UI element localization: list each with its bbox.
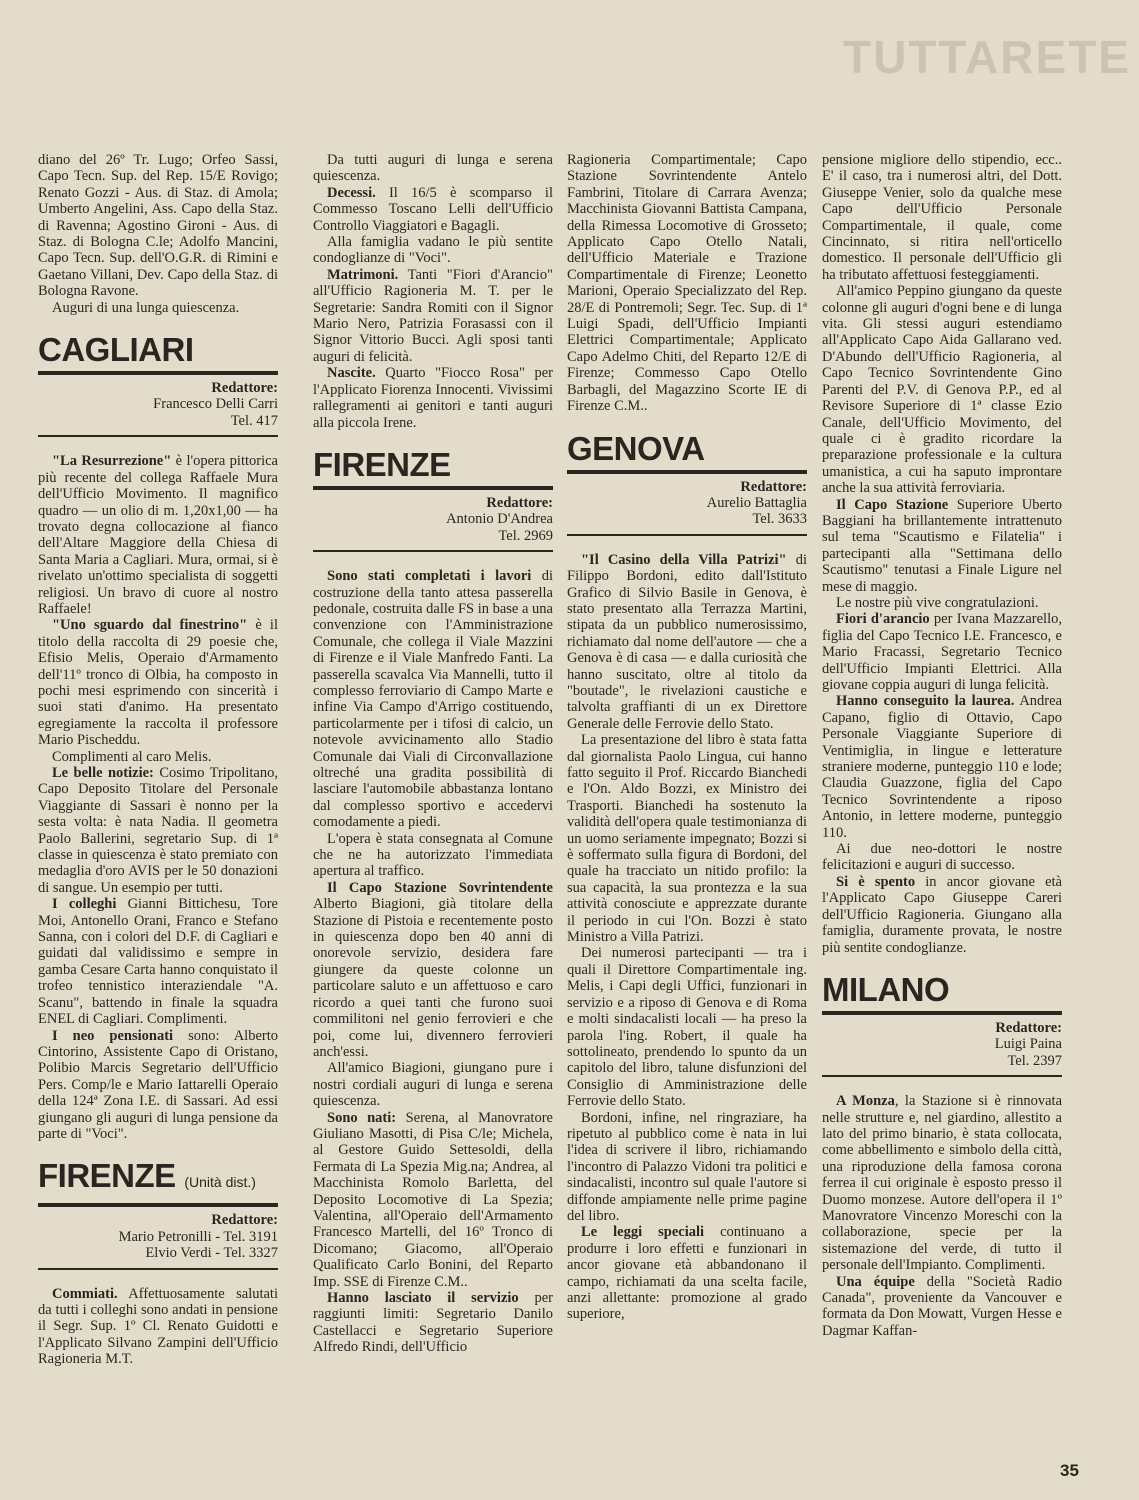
paragraph: Sono nati: Serena, al Manovratore Giuliano Masotti, di Pisa C/le; Michela, al Gestore Guido Settesoldi, della Fermata di La Spezia Mig.na; Andrea, al Macchinista Romolo Barletta, del Deposito Locomotive di La Spezia; Valentina, all'Operaio dell'Armamento Francesco Martelli, del 16º Tronco di Dicomano; Giacomo, all'Operaio Qualificato Carlo Bonini, del Reparto Imp. SSE di Firenze C.M.. (313, 1109, 553, 1290)
editor-name: Aurelio Battaglia (706, 494, 807, 511)
editor-label: Redattore: (211, 1212, 278, 1229)
editor-name: Antonio D'Andrea (446, 511, 553, 528)
editor-name: Francesco Delli Carri (153, 396, 278, 413)
editor-line: Elvio Verdi - Tel. 3327 (145, 1245, 278, 1262)
paragraph: I colleghi Gianni Bittichesu, Tore Moi, Antonello Orani, Franco e Stefano Sanna, con i colori del D.F. di Cagliari e guidati dal validissimo e sempre in gamba Cesare Carta hanno conquistato il trofeo tennistico interaziendale "A. Scanu", battendo in finale la squadra ENEL di Cagliari. Complimenti. (38, 896, 278, 1028)
paragraph: Le belle notizie: Cosimo Tripolitano, Capo Deposito Titolare del Personale Viaggiante di Sassari è nonno per la sesta volta: è nata Nadia. Il geometra Paolo Ballerini, segretario Sup. di 1ª classe in quiescenza è stato premiato con medaglia d'oro AVIS per le 50 donazioni di sangue. Un esempio per tutti. (38, 765, 278, 896)
editor-block (38, 1212, 278, 1261)
section-rule (567, 534, 807, 536)
paragraph: pensione migliore dello stipendio, ecc.. E' il caso, tra i numerosi altri, del Dott. Giuseppe Venier, solo da qualche mese Capo dell'Ufficio Personale Compartimentale, il quale, come Cincinnato, si ritira nell'orticello domestico. Il personale dell'Ufficio gli ha tributato affettuosi festeggiamenti. (822, 152, 1062, 283)
section-firenze (313, 447, 553, 552)
paragraph: Ai due neo-dottori le nostre felicitazioni e auguri di successo. (822, 841, 1062, 874)
section-title-firenze: FIRENZE (313, 447, 553, 490)
editor-block (38, 380, 278, 429)
paragraph: Si è spento in ancor giovane età l'Applicato Capo Giuseppe Careri dell'Ufficio Ragioneria. Giungano alla famiglia, duramente provata, le nostre più sentite condoglianze. (822, 873, 1062, 956)
ghost-header: TUTTARETE (842, 31, 1131, 83)
editor-block (567, 479, 807, 528)
editor-name: Luigi Paina (994, 1036, 1062, 1053)
paragraph: "Uno sguardo dal finestrino" è il titolo della raccolta di 29 poesie che, Efisio Melis, Operaio d'Armamento dell'11º tronco di Olbia, ha composto in pochi mesi esprimendo con sincerità i suoi stati d'animo. Ha presentato egregiamente la raccolta il professore Mario Pischeddu. (38, 617, 278, 749)
paragraph: "La Resurrezione" è l'opera pittorica più recente del collega Raffaele Mura dell'Ufficio Movimento. Il magnifico quadro — un olio di m. 1,20x1,00 — ha trovato degna collocazione al fianco dell'Altare Maggiore della Chiesa di Santa Maria a Cagliari. Mura, ormai, si è rivelato un'ottimo specialista di soggetti religiosi. Un bravo di cuore al nostro Raffaele! (38, 453, 278, 617)
paragraph: Commiati. Affettuosamente salutati da tutti i colleghi sono andati in pensione il Segr. Sup. 1º Cl. Renato Guidotti e l'Applicato Silvano Zampini dell'Ufficio Ragioneria M.T. (38, 1285, 278, 1368)
paragraph: "Il Casino della Villa Patrizi" di Filippo Bordoni, edito dall'Istituto Grafico di Silvio Basile in Genova, è stato presentato alla Terrazza Martini, stipata da un pubblico numerosissimo, richiamato dal nome dell'autore — che a Genova è di casa — e dalla curiosità che hanno suscitato, oltre al titolo da "boutade", le rivelazioni caustiche e talvolta graffianti di un ex Direttore Generale delle Ferrovie dello Stato. (567, 551, 807, 732)
section-title-milano: MILANO (822, 972, 1062, 1015)
paragraph: Il Capo Stazione Superiore Uberto Baggiani ha brillantemente intrattenuto sul tema "Scautismo e Filatelia" i partecipanti alla "Settimana dello Scautismo" tenutasi a Finale Ligure nel mese di maggio. (822, 496, 1062, 595)
editor-tel: Tel. 417 (230, 412, 278, 429)
editor-block (822, 1020, 1062, 1069)
editor-tel: Tel. 3633 (752, 511, 807, 528)
paragraph: Matrimoni. Tanti "Fiori d'Arancio" all'Ufficio Ragioneria M. T. per le Segretarie: Sandra Romiti con il Signor Mario Nero, Patrizia Forasassi con il Signor Vittorio Bucci. Agli sposi tanti auguri di felicità. (313, 266, 553, 365)
paragraph: Da tutti auguri di lunga e serena quiescenza. (313, 152, 553, 185)
section-rule (822, 1075, 1062, 1077)
paragraph: Ragioneria Compartimentale; Capo Stazione Sovrintendente Antelo Fambrini, Titolare di Carrara Avenza; Macchinista Giovanni Battista Campana, della Rimessa Locomotive di Grosseto; Applicato Capo Otello Natali, dell'Ufficio Materiale e Trazione Compartimentale di Firenze; Leonetto Marioni, Operaio Specializzato del Rep. 28/E di Pontremoli; Segr. Tec. Sup. di 1ª Luigi Spadi, dell'Ufficio Impianti Elettrici Compartimentale; Applicato Capo Adelmo Chiti, del Reparto 12/E di Firenze; Commesso Capo Otello Barbagli, del Magazzino Scorte IE di Firenze C.M.. (567, 152, 807, 415)
paragraph: Bordoni, infine, nel ringraziare, ha ripetuto al pubblico come è nata in lui l'idea di scrivere il libro, richiamando l'incontro di Palazzo Vidoni tra politici e sindacalisti, incontro sul quale l'autore si diffonde ampiamente nelle prime pagine del libro. (567, 1109, 807, 1224)
section-milano (822, 972, 1062, 1077)
section-genova (567, 431, 807, 536)
paragraph: A Monza, la Stazione si è rinnovata nelle strutture e, nel giardino, allestito a lato del primo binario, è stata collocata, come abbellimento e simbolo della città, una riproduzione della famosa corona ferrea il cui originale è esposto presso il Duomo monzese. Autore dell'opera il 1º Manovratore Vincenzo Moreschi con la collaborazione, specie per la sistemazione del verde, di tutto il personale dell'Impianto. Complimenti. (822, 1093, 1063, 1274)
section-rule (38, 435, 278, 437)
section-title-cagliari: CAGLIARI (38, 332, 278, 375)
paragraph: All'amico Peppino giungano da queste colonne gli auguri d'ogni bene e di lunga vita. Gli stessi auguri estendiamo all'Applicato Capo Aida Gallarano ved. D'Abundo dell'Ufficio Ragioneria, al Capo Tecnico Sovrintendente Gino Parenti del P.V. di Genova P.P., ed al Revisore Superiore di 1ª classe Ezio Canale, dell'Ufficio Movimento, del quale ci è gradito ricordare la preparazione professionale e la cultura umanistica, a cui ha saputo improntare anche la sua attività ferroviaria. (822, 283, 1062, 497)
paragraph: Dei numerosi partecipanti — tra i quali il Direttore Compartimentale ing. Melis, i Capi degli Uffici, funzionari in servizio e a riposo di Genova e di Roma e molti sindacalisti locali — ha preso la parola l'ing. Robert, il quale ha sottolineato, prendendo lo spunto da un capitolo del libro, talune disfunzioni del Consiglio di Amministrazione delle Ferrovie dello Stato. (567, 945, 807, 1110)
paragraph: diano del 26º Tr. Lugo; Orfeo Sassi, Capo Tecn. Sup. del Rep. 15/E Rovigo; Renato Gozzi - Aus. di Staz. di Amola; Umberto Angelini, Ass. Capo della Staz. di Ravenna; Agostino Gironi - Aus. di Staz. di Bologna C.le; Adolfo Mancini, Capo Tecn. Sup. dell'O.G.R. di Rimini e Gaetano Villani, Dev. Capo della Staz. di Bologna Ravone. (38, 152, 278, 300)
section-subtitle: (Unità dist.) (184, 1174, 256, 1191)
section-title-firenze-ud: FIRENZE (Unità dist.) (38, 1158, 278, 1207)
section-cagliari (38, 332, 278, 437)
paragraph: Sono stati completati i lavori di costruzione della tanto attesa passerella pedonale, costruita dalle FS in base a una convenzione con l'Amministrazione Comunale, che collega il Viale Mazzini di Firenze e il Viale Manfredo Fanti. La passerella scavalca Via Mannelli, tutto il complesso ferroviario di Campo Marte e infine Via Campo d'Arrigo costituendo, particolarmente per i tifosi di calcio, un notevole avvicinamento allo Stadio Comunale dai Viali di Circonvallazione oltreché una gradita possibilità di lasciare l'automobile abbastanza lontano dal complesso sportivo e accedervi comodamente a piedi. (313, 568, 553, 831)
paragraph: La presentazione del libro è stata fatta dal giornalista Paolo Lingua, cui hanno fatto seguito il Prof. Riccardo Bianchedi e l'On. Aldo Bozzi, ex Ministro dei Trasporti. Bianchedi ha sostenuto la validità dell'opera quale testimonianza di un uomo seriamente impegnato; Bozzi si è soffermato sulla figura di Bordoni, del quale ha tracciato un nitido profilo: la sua capacità, la sua prontezza e la sua attività conosciute e apprezzate durante il periodo in cui l'On. Bozzi è stato Ministro a Villa Patrizi. (567, 732, 807, 946)
paragraph: L'opera è stata consegnata al Comune che ne ha autorizzato l'immediata apertura al traffico. (313, 830, 553, 880)
paragraph: I neo pensionati sono: Alberto Cintorino, Assistente Capo di Oristano, Polibio Marcis Segretario dell'Ufficio Pers. Comp/le e Mario Iattarelli Operaio della 124ª Zona I.E. di Sassari. Ad essi giungano gli auguri di lunga pensione da parte di "Voci". (38, 1027, 278, 1142)
paragraph: Alla famiglia vadano le più sentite condoglianze di "Voci". (313, 234, 553, 267)
section-title-genova: GENOVA (567, 431, 807, 474)
paragraph: Il Capo Stazione Sovrintendente Alberto Biagioni, già titolare della Stazione di Pistoia e recentemente posto in quiescenza dopo ben 40 anni di onorevole servizio, desidera fare giungere da queste colonne un particolare saluto e un affettuoso e caro ricordo a quei tanti che furono suoi commilitoni nel genio ferrovieri e che poi, come lui, divennero ferrovieri anch'essi. (313, 879, 553, 1060)
paragraph: Complimenti al caro Melis. (52, 748, 212, 765)
paragraph: All'amico Biagioni, giungano pure i nostri cordiali auguri di lunga e serena quiescenza. (313, 1060, 553, 1110)
column-4 (822, 152, 1062, 1339)
column-1 (38, 152, 278, 1368)
paragraph: Le leggi speciali continuano a produrre i loro effetti e funzionari in ancor giovane età abbandonano il campo, richiamati da una scelta facile, anzi allettante: promozione al grado superiore, (567, 1224, 807, 1323)
editor-label: Redattore: (740, 478, 807, 495)
paragraph: Decessi. Il 16/5 è scomparso il Commesso Toscano Lelli dell'Ufficio Controllo Viaggiatori e Bagagli. (313, 184, 553, 234)
editor-label: Redattore: (486, 494, 553, 511)
column-2 (313, 152, 553, 1356)
paragraph: Nascite. Quarto "Fiocco Rosa" per l'Applicato Fiorenza Innocenti. Vivissimi rallegramenti ai genitori e tanti auguri alla piccola Irene. (313, 365, 553, 431)
paragraph: Le nostre più vive congratulazioni. (836, 594, 1039, 611)
section-firenze-unita-dist (38, 1158, 278, 1269)
editor-label: Redattore: (995, 1019, 1062, 1036)
page-number: 35 (1060, 1461, 1079, 1480)
section-rule (313, 550, 553, 552)
editor-line: Mario Petronilli - Tel. 3191 (118, 1228, 278, 1245)
paragraph: Auguri di una lunga quiescenza. (52, 299, 240, 316)
editor-block (313, 495, 553, 544)
column-3 (567, 152, 807, 1323)
editor-label: Redattore: (211, 380, 278, 397)
paragraph: Una équipe della "Società Radio Canada", proveniente da Vancouver e formata da Don Mowatt, Vurgen Hesse e Dagmar Kaffan- (822, 1273, 1062, 1339)
paragraph: Hanno lasciato il servizio per raggiunti limiti: Segretario Danilo Castellacci e Segretario Superiore Alfredo Rindi, dell'Ufficio (313, 1290, 554, 1356)
paragraph: Fiori d'arancio per Ivana Mazzarello, figlia del Capo Tecnico I.E. Francesco, e Mario Fracassi, Segretario Tecnico dell'Ufficio Impianti Elettrici. Alla giovane coppia auguri di lunga felicità. (822, 611, 1062, 693)
paragraph: Hanno conseguito la laurea. Andrea Capano, figlio di Ottavio, Capo Personale Viaggiante Superiore di Ventimiglia, in lingue e letterature straniere moderne, punteggio 110 e lode; Claudia Guazzone, figlia del Capo Tecnico Sovrintendente a riposo Antonio, in lettere moderne, punteggio 110. (822, 693, 1063, 841)
editor-tel: Tel. 2397 (1007, 1052, 1062, 1069)
section-rule (38, 1268, 278, 1270)
editor-tel: Tel. 2969 (498, 527, 553, 544)
